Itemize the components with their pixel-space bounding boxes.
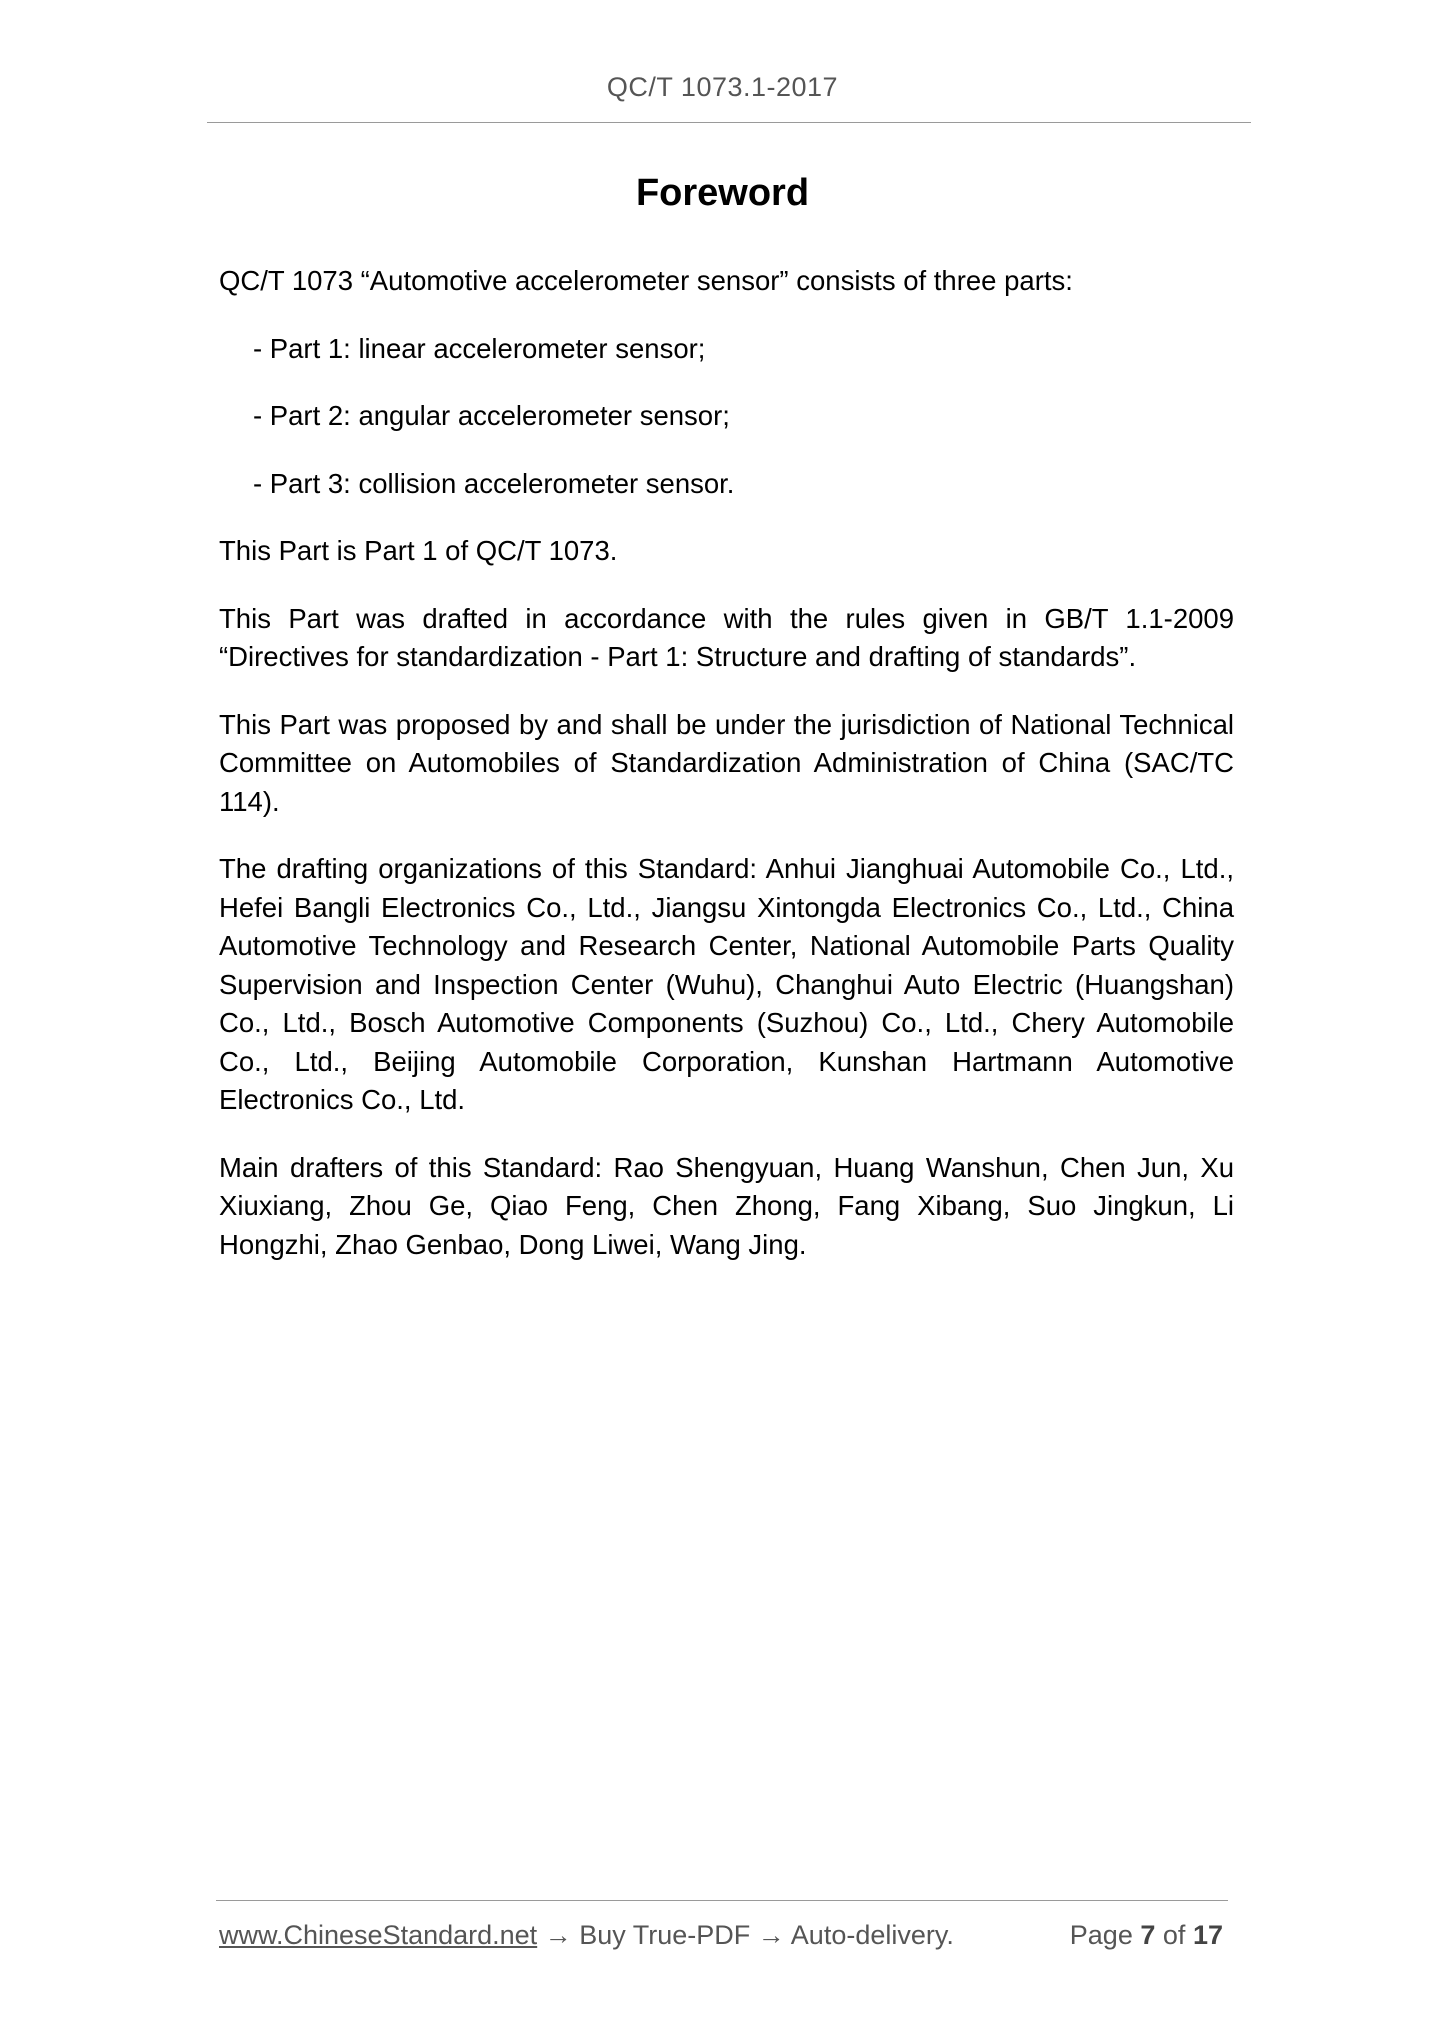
- page-of-label: of: [1162, 1920, 1186, 1950]
- page-label: Page: [1069, 1920, 1133, 1950]
- part-list-item: - Part 1: linear accelerometer sensor;: [253, 332, 706, 364]
- jurisdiction-paragraph: This Part was proposed by and shall be under the jurisdiction of National Technical Committee on Automobiles of Standardization Administration of China (SAC/TC 114).: [219, 708, 1234, 817]
- drafting-rules-paragraph: This Part was drafted in accordance with the rules given in GB/T 1.1-2009 “Directives for standardization - Part 1: Structure and drafting of standards”.: [219, 602, 1234, 672]
- footer-promo: [219, 1920, 954, 1951]
- page-total: 17: [1192, 1920, 1223, 1950]
- main-drafters-paragraph: Main drafters of this Standard: Rao Shengyuan, Huang Wanshun, Chen Jun, Xu Xiuxiang, Zhou Ge, Qiao Feng, Chen Zhong, Fang Xibang, Suo Jingkun, Li Hongzhi, Zhao Genbao, Dong Liwei, Wang Jing.: [219, 1151, 1234, 1260]
- foreword-body: [219, 262, 1234, 1293]
- header-divider: [207, 122, 1251, 123]
- page-number: [1070, 1920, 1223, 1951]
- page-current: 7: [1140, 1920, 1156, 1950]
- footer-divider: [216, 1900, 1228, 1901]
- part-statement-paragraph: This Part is Part 1 of QC/T 1073.: [219, 535, 618, 566]
- document-code-header: QC/T 1073.1-2017: [606, 72, 839, 102]
- page-title: Foreword: [635, 172, 810, 214]
- buy-pdf-text: Buy True-PDF: [579, 1920, 751, 1950]
- drafting-organizations-paragraph: The drafting organizations of this Standard: Anhui Jianghuai Automobile Co., Ltd., Hefei Bangli Electronics Co., Ltd., Jiangsu Xintongda Electronics Co., Ltd., China Automotive Technology and Research Center, National Automobile Parts Quality Supervision and Inspection Center (Wuhu), Changhui Auto Electric (Huangshan) Co., Ltd., Bosch Automotive Components (Suzhou) Co., Ltd., Chery Automobile Co., Ltd., Beijing Automobile Corporation, Kunshan Hartmann Automotive Electronics Co., Ltd.: [219, 853, 1234, 1115]
- arrow-right-icon: →: [757, 1920, 785, 1950]
- intro-paragraph: QC/T 1073 “Automotive accelerometer sensor” consists of three parts:: [219, 265, 1073, 296]
- website-link[interactable]: www.ChineseStandard.net: [219, 1920, 538, 1950]
- arrow-right-icon: →: [544, 1920, 572, 1950]
- part-list-item: - Part 2: angular accelerometer sensor;: [253, 400, 730, 431]
- auto-delivery-text: Auto-delivery.: [790, 1920, 954, 1950]
- part-list-item: - Part 3: collision accelerometer sensor.: [253, 467, 735, 499]
